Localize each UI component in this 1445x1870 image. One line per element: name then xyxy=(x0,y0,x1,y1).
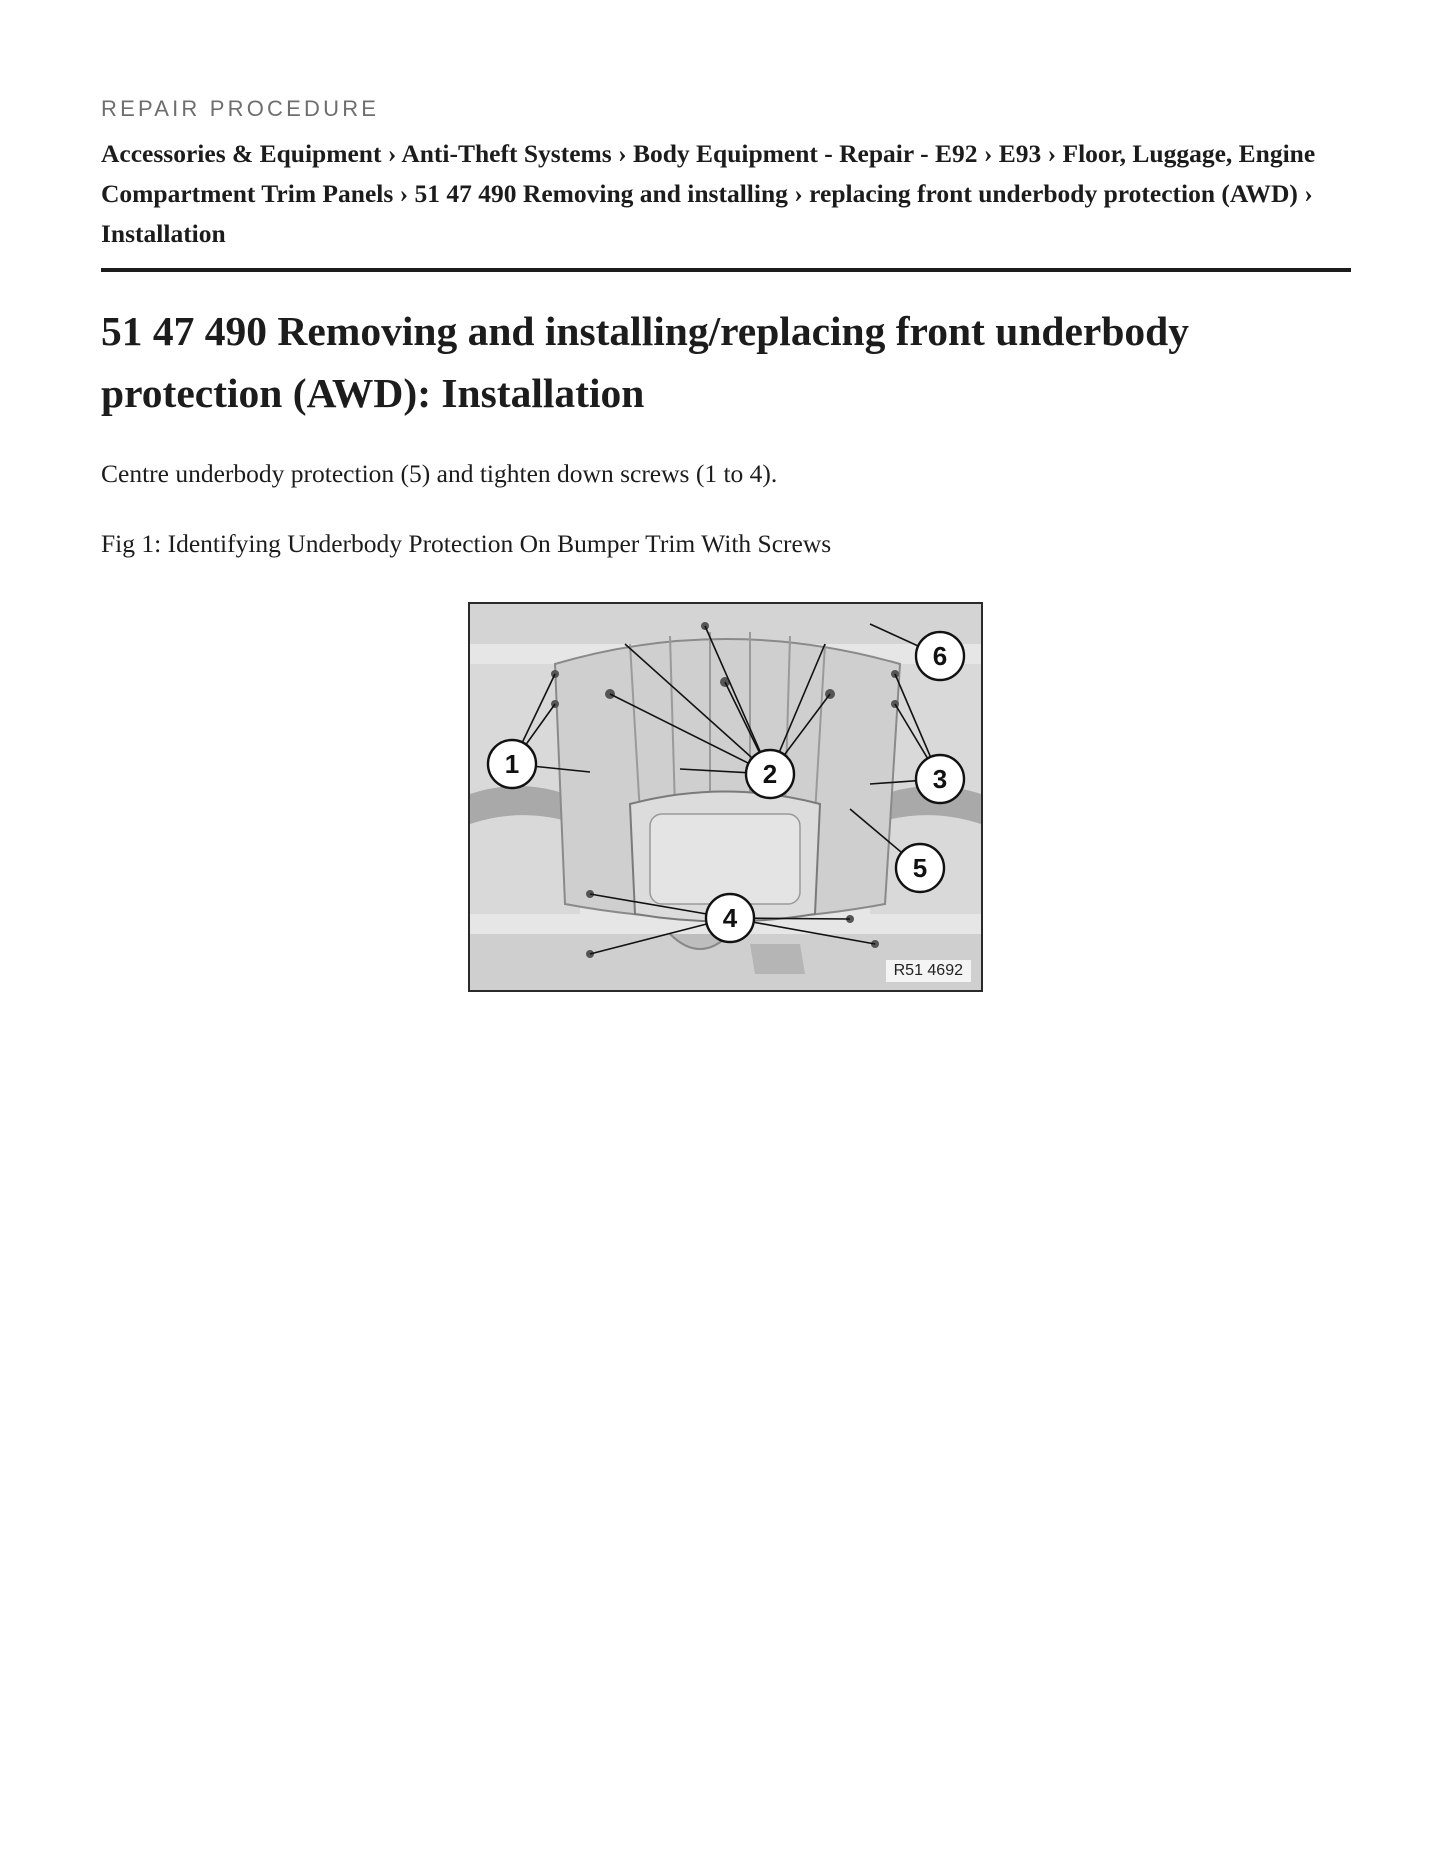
breadcrumb-item[interactable]: Accessories & Equipment xyxy=(101,139,382,168)
figure-caption: Fig 1: Identifying Underbody Protection On Bumper Trim With Screws xyxy=(101,529,832,558)
underbody-diagram xyxy=(470,604,981,990)
callout-4-label: 4 xyxy=(722,903,738,933)
breadcrumb-item[interactable]: Body Equipment - Repair - E92 xyxy=(632,139,978,168)
breadcrumb-separator: › xyxy=(387,139,402,168)
breadcrumb-separator: › xyxy=(399,179,415,208)
breadcrumb-item[interactable]: 51 47 490 Removing and installing xyxy=(414,179,788,208)
breadcrumb-separator: › xyxy=(1047,139,1063,168)
breadcrumb-separator: › xyxy=(794,179,810,208)
header-divider xyxy=(101,268,1351,272)
breadcrumb-separator: › xyxy=(618,139,633,168)
callout-2-label: 2 xyxy=(762,759,778,789)
callout-5-label: 5 xyxy=(912,853,928,883)
callout-1-label: 1 xyxy=(504,749,520,779)
instruction-text: Centre underbody protection (5) and tighten down screws (1 to 4). xyxy=(101,459,778,488)
figure-reference-code: R51 4692 xyxy=(886,960,971,982)
breadcrumb-item[interactable]: Anti-Theft Systems xyxy=(401,139,612,168)
section-eyebrow: REPAIR PROCEDURE xyxy=(101,96,380,121)
breadcrumb-item[interactable]: replacing front underbody protection (AWD) xyxy=(809,179,1298,208)
breadcrumb-item[interactable]: E93 xyxy=(998,139,1042,168)
callout-6-label: 6 xyxy=(932,641,948,671)
breadcrumb-current: Installation xyxy=(101,219,226,248)
page-title: 51 47 490 Removing and installing/replacing front underbody protection (AWD): Installation xyxy=(101,308,1189,416)
underbody-protection-figure xyxy=(468,602,983,992)
breadcrumb-separator: › xyxy=(1304,179,1313,208)
breadcrumb-item[interactable]: Floor, Luggage, Engine Compartment Trim Panels xyxy=(101,139,1316,208)
callout-3-label: 3 xyxy=(932,764,948,794)
breadcrumb-separator: › xyxy=(983,139,999,168)
breadcrumb xyxy=(101,134,1353,254)
